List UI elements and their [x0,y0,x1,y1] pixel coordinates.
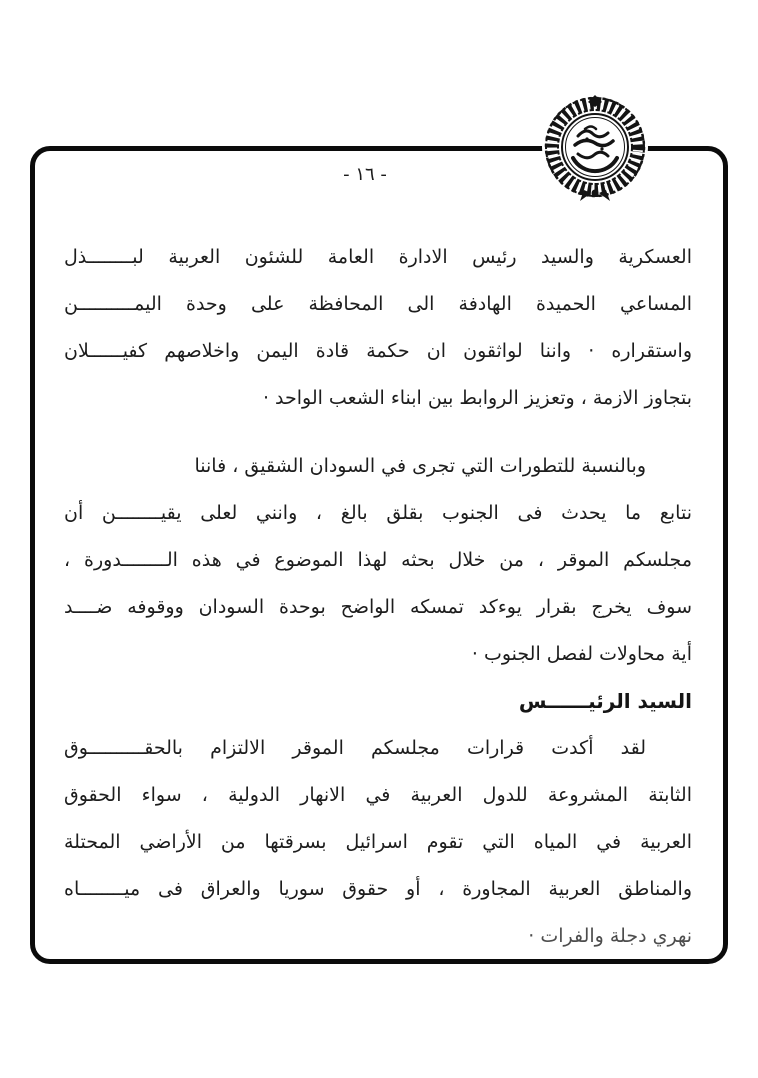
arab-league-emblem-icon [540,94,650,204]
paragraph-3 [64,725,692,960]
paragraph-1 [64,234,692,422]
text-line: والمناطق العربية المجاورة ، أو حقوق سوريا والعراق فى ميــــــــاه [64,878,692,900]
text-line: مجلسكم الموقر ، من خلال بحثه لهذا الموضوع في هذه الــــــــدورة ، [64,549,692,571]
text-line: أية محاولات لفصل الجنوب · [471,643,692,665]
text-line: العربية في المياه التي تقوم اسرائيل بسرقتها من الأراضي المحتلة [64,831,692,853]
text-line: العسكرية والسيد رئيس الادارة العامة للشئون العربية لبــــــــذل [64,246,692,268]
text-line: واستقراره · واننا لواثقون ان حكمة قادة اليمن واخلاصهم كفيــــــلان [64,340,692,362]
text-line: وبالنسبة للتطورات التي تجرى في السودان الشقيق ، فاننا [194,455,646,477]
arab-league-emblem-svg [540,94,650,204]
text-line: سوف يخرج بقرار يوءكد تمسكه الواضح بوحدة السودان ووقوفه ضــــد [64,596,692,618]
text-line: نهري دجلة والفرات · [528,925,692,947]
text-line: بتجاوز الازمة ، وتعزيز الروابط بين ابناء الشعب الواحد · [262,387,692,409]
text-line: المساعي الحميدة الهادفة الى المحافظة على وحدة اليمــــــــــن [64,293,692,315]
text-line: الثابتة المشروعة للدول العربية في الانهار الدولية ، سواء الحقوق [64,784,692,806]
section-heading: السيد الرئيــــــس [518,689,692,713]
page-text-block [64,234,692,960]
paragraph-2 [64,443,692,678]
text-line: نتابع ما يحدث فى الجنوب بقلق بالغ ، وانني لعلى يقيــــــــن أن [64,502,692,524]
page-number: - ١٦ - [343,164,387,185]
text-line: لقد أكدت قرارات مجلسكم الموقر الالتزام بالحقــــــــــوق [64,737,646,759]
